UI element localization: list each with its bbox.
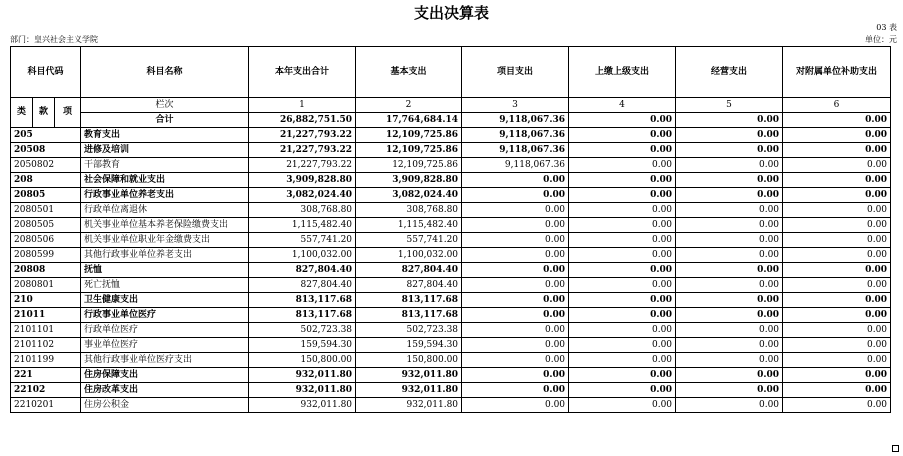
amount-cell: 0.00: [783, 353, 891, 368]
subject-name-cell: 事业单位医疗: [81, 338, 249, 353]
amount-cell: 1,100,032.00: [249, 248, 356, 263]
table-row: [11, 323, 891, 338]
table-row: [11, 383, 891, 398]
amount-cell: 0.00: [676, 143, 783, 158]
subject-name-cell: 抚恤: [81, 263, 249, 278]
amount-cell: 0.00: [783, 368, 891, 383]
table-row: [11, 338, 891, 353]
amount-cell: 0.00: [783, 128, 891, 143]
amount-cell: 0.00: [783, 338, 891, 353]
amount-cell: 0.00: [462, 398, 569, 413]
amount-cell: 502,723.38: [249, 323, 356, 338]
amount-cell: 502,723.38: [356, 323, 462, 338]
amount-cell: 0.00: [676, 173, 783, 188]
amount-cell: 813,117.68: [249, 293, 356, 308]
amount-cell: 0.00: [676, 368, 783, 383]
amount-cell: 0.00: [676, 233, 783, 248]
amount-cell: 0.00: [462, 323, 569, 338]
table-row: [11, 368, 891, 383]
table-title: 支出决算表: [413, 4, 489, 22]
table-row: [11, 293, 891, 308]
amount-cell: 0.00: [676, 323, 783, 338]
subject-name-cell: 死亡抚恤: [81, 278, 249, 293]
subsidy-header: 对附属单位补助支出: [783, 47, 891, 98]
amount-cell: 0.00: [783, 263, 891, 278]
amount-cell: 0.00: [676, 203, 783, 218]
amount-cell: 0.00: [569, 308, 676, 323]
amount-cell: 0.00: [676, 158, 783, 173]
total-value-3: 9,118,067.36: [462, 113, 569, 128]
subject-name-cell: 其他行政事业单位养老支出: [81, 248, 249, 263]
table-row: [11, 203, 891, 218]
total-value-4: 0.00: [569, 113, 676, 128]
amount-cell: 0.00: [462, 203, 569, 218]
subject-name-cell: 行政单位离退休: [81, 203, 249, 218]
table-row: [11, 128, 891, 143]
amount-cell: 3,082,024.40: [356, 188, 462, 203]
amount-cell: 827,804.40: [249, 278, 356, 293]
amount-cell: 3,082,024.40: [249, 188, 356, 203]
amount-cell: 0.00: [676, 218, 783, 233]
amount-cell: 3,909,828.80: [249, 173, 356, 188]
amount-cell: 813,117.68: [249, 308, 356, 323]
amount-cell: 150,800.00: [249, 353, 356, 368]
amount-cell: 0.00: [676, 338, 783, 353]
subject-code-cell: 2101101: [11, 323, 81, 338]
total-value-2: 17,764,684.14: [356, 113, 462, 128]
amount-cell: 0.00: [783, 233, 891, 248]
amount-cell: 0.00: [783, 278, 891, 293]
subject-code-cell: 2210201: [11, 398, 81, 413]
amount-cell: 150,800.00: [356, 353, 462, 368]
amount-cell: 0.00: [462, 308, 569, 323]
amount-cell: 0.00: [783, 218, 891, 233]
subject-code-cell: 20508: [11, 143, 81, 158]
table-row: [11, 143, 891, 158]
expenditure-table: [10, 46, 891, 413]
amount-cell: 0.00: [783, 188, 891, 203]
amount-cell: 0.00: [569, 323, 676, 338]
amount-cell: 932,011.80: [249, 368, 356, 383]
subject-code-header: 科目代码: [11, 47, 81, 98]
amount-cell: 0.00: [676, 278, 783, 293]
col-index-6: 6: [783, 98, 891, 113]
amount-cell: 0.00: [676, 128, 783, 143]
col-index-2: 2: [356, 98, 462, 113]
subject-code-cell: 2080599: [11, 248, 81, 263]
table-row: [11, 353, 891, 368]
amount-cell: 0.00: [462, 218, 569, 233]
amount-cell: 932,011.80: [249, 383, 356, 398]
amount-cell: 0.00: [783, 323, 891, 338]
subject-code-cell: 221: [11, 368, 81, 383]
subject-code-cell: 2101199: [11, 353, 81, 368]
amount-cell: 159,594.30: [356, 338, 462, 353]
subject-name-cell: 其他行政事业单位医疗支出: [81, 353, 249, 368]
amount-cell: 0.00: [676, 263, 783, 278]
amount-cell: 0.00: [569, 278, 676, 293]
amount-cell: 0.00: [783, 293, 891, 308]
amount-cell: 557,741.20: [249, 233, 356, 248]
amount-cell: 1,100,032.00: [356, 248, 462, 263]
corner-mark: [892, 445, 899, 452]
amount-cell: 0.00: [569, 293, 676, 308]
subject-name-cell: 进修及培训: [81, 143, 249, 158]
col-index-3: 3: [462, 98, 569, 113]
amount-cell: 308,768.80: [249, 203, 356, 218]
subject-code-cell: 2080506: [11, 233, 81, 248]
amount-cell: 0.00: [569, 218, 676, 233]
business-header: 经营支出: [676, 47, 783, 98]
amount-cell: 3,909,828.80: [356, 173, 462, 188]
amount-cell: 0.00: [569, 248, 676, 263]
subject-code-cell: 20805: [11, 188, 81, 203]
amount-cell: 827,804.40: [356, 263, 462, 278]
amount-cell: 0.00: [462, 353, 569, 368]
amount-cell: 0.00: [569, 263, 676, 278]
subject-name-header: 科目名称: [81, 47, 249, 98]
table-row: [11, 188, 891, 203]
subject-name-cell: 卫生健康支出: [81, 293, 249, 308]
amount-cell: 0.00: [783, 173, 891, 188]
subject-code-cell: 22102: [11, 383, 81, 398]
amount-cell: 932,011.80: [356, 368, 462, 383]
amount-cell: 0.00: [676, 293, 783, 308]
subject-name-cell: 行政事业单位医疗: [81, 308, 249, 323]
amount-cell: 0.00: [462, 383, 569, 398]
total-row: [11, 113, 891, 128]
subject-code-cell: 205: [11, 128, 81, 143]
amount-cell: 0.00: [676, 383, 783, 398]
amount-cell: 159,594.30: [249, 338, 356, 353]
amount-cell: 0.00: [676, 308, 783, 323]
subject-code-cell: 2050802: [11, 158, 81, 173]
amount-cell: 12,109,725.86: [356, 143, 462, 158]
subject-name-cell: 住房公积金: [81, 398, 249, 413]
subject-code-cell: 2080501: [11, 203, 81, 218]
amount-cell: 0.00: [569, 383, 676, 398]
department-label: 部门：皇兴社会主义学院: [10, 35, 98, 44]
amount-cell: 0.00: [569, 368, 676, 383]
upper-header: 上缴上级支出: [569, 47, 676, 98]
amount-cell: 932,011.80: [356, 398, 462, 413]
total-value-5: 0.00: [676, 113, 783, 128]
amount-cell: 0.00: [783, 308, 891, 323]
subject-name-cell: 住房改革支出: [81, 383, 249, 398]
subject-name-cell: 机关事业单位基本养老保险缴费支出: [81, 218, 249, 233]
subject-name-cell: 干部教育: [81, 158, 249, 173]
amount-cell: 0.00: [783, 398, 891, 413]
amount-cell: 932,011.80: [249, 398, 356, 413]
amount-cell: 557,741.20: [356, 233, 462, 248]
amount-cell: 0.00: [569, 188, 676, 203]
amount-cell: 0.00: [462, 233, 569, 248]
amount-cell: 1,115,482.40: [356, 218, 462, 233]
amount-cell: 0.00: [462, 188, 569, 203]
amount-cell: 827,804.40: [249, 263, 356, 278]
amount-cell: 0.00: [676, 248, 783, 263]
subject-name-cell: 机关事业单位职业年金缴费支出: [81, 233, 249, 248]
amount-cell: 0.00: [462, 338, 569, 353]
amount-cell: 0.00: [676, 398, 783, 413]
amount-cell: 827,804.40: [356, 278, 462, 293]
amount-cell: 0.00: [676, 188, 783, 203]
subject-code-cell: 210: [11, 293, 81, 308]
amount-cell: 0.00: [783, 143, 891, 158]
table-row: [11, 308, 891, 323]
amount-cell: 0.00: [462, 293, 569, 308]
table-row: [11, 173, 891, 188]
amount-cell: 0.00: [676, 353, 783, 368]
amount-cell: 0.00: [569, 203, 676, 218]
subject-code-cell: 21011: [11, 308, 81, 323]
subject-code-cell: 2101102: [11, 338, 81, 353]
unit-label: 单位：元: [865, 35, 897, 44]
sum-label: 合计: [81, 113, 249, 128]
amount-cell: 932,011.80: [356, 383, 462, 398]
amount-cell: 0.00: [462, 263, 569, 278]
amount-cell: 813,117.68: [356, 293, 462, 308]
project-header: 项目支出: [462, 47, 569, 98]
xiang-header: 项: [55, 98, 81, 128]
amount-cell: 9,118,067.36: [462, 128, 569, 143]
subject-name-cell: 行政事业单位养老支出: [81, 188, 249, 203]
col-index-5: 5: [676, 98, 783, 113]
subject-code-cell: 20808: [11, 263, 81, 278]
amount-cell: 0.00: [569, 353, 676, 368]
header-row: [11, 47, 891, 98]
total-header: 本年支出合计: [249, 47, 356, 98]
table-row: [11, 263, 891, 278]
subject-name-cell: 行政单位医疗: [81, 323, 249, 338]
table-code: 03 表: [876, 23, 897, 32]
amount-cell: 0.00: [569, 233, 676, 248]
amount-cell: 0.00: [783, 203, 891, 218]
amount-cell: 0.00: [462, 248, 569, 263]
basic-header: 基本支出: [356, 47, 462, 98]
amount-cell: 21,227,793.22: [249, 128, 356, 143]
table-row: [11, 158, 891, 173]
subject-code-cell: 2080505: [11, 218, 81, 233]
col-index-4: 4: [569, 98, 676, 113]
table-row: [11, 248, 891, 263]
amount-cell: 1,115,482.40: [249, 218, 356, 233]
amount-cell: 0.00: [783, 248, 891, 263]
amount-cell: 0.00: [783, 158, 891, 173]
subject-name-cell: 住房保障支出: [81, 368, 249, 383]
subject-name-cell: 教育支出: [81, 128, 249, 143]
total-value-1: 26,882,751.50: [249, 113, 356, 128]
amount-cell: 9,118,067.36: [462, 158, 569, 173]
total-value-6: 0.00: [783, 113, 891, 128]
kuan-header: 款: [33, 98, 55, 128]
amount-cell: 0.00: [569, 338, 676, 353]
table-row: [11, 218, 891, 233]
amount-cell: 9,118,067.36: [462, 143, 569, 158]
col-index-1: 1: [249, 98, 356, 113]
column-index-row: [11, 98, 891, 113]
amount-cell: 813,117.68: [356, 308, 462, 323]
amount-cell: 12,109,725.86: [356, 158, 462, 173]
amount-cell: 0.00: [462, 278, 569, 293]
amount-cell: 21,227,793.22: [249, 158, 356, 173]
amount-cell: 0.00: [569, 398, 676, 413]
table-row: [11, 233, 891, 248]
amount-cell: 12,109,725.86: [356, 128, 462, 143]
table-row: [11, 278, 891, 293]
amount-cell: 21,227,793.22: [249, 143, 356, 158]
lei-header: 类: [11, 98, 33, 128]
amount-cell: 0.00: [569, 128, 676, 143]
table-row: [11, 398, 891, 413]
amount-cell: 0.00: [569, 158, 676, 173]
amount-cell: 0.00: [569, 173, 676, 188]
amount-cell: 0.00: [462, 368, 569, 383]
amount-cell: 0.00: [462, 173, 569, 188]
amount-cell: 0.00: [783, 383, 891, 398]
col-index-label: 栏次: [81, 98, 249, 113]
subject-code-cell: 2080801: [11, 278, 81, 293]
subject-name-cell: 社会保障和就业支出: [81, 173, 249, 188]
amount-cell: 0.00: [569, 143, 676, 158]
subject-code-cell: 208: [11, 173, 81, 188]
amount-cell: 308,768.80: [356, 203, 462, 218]
